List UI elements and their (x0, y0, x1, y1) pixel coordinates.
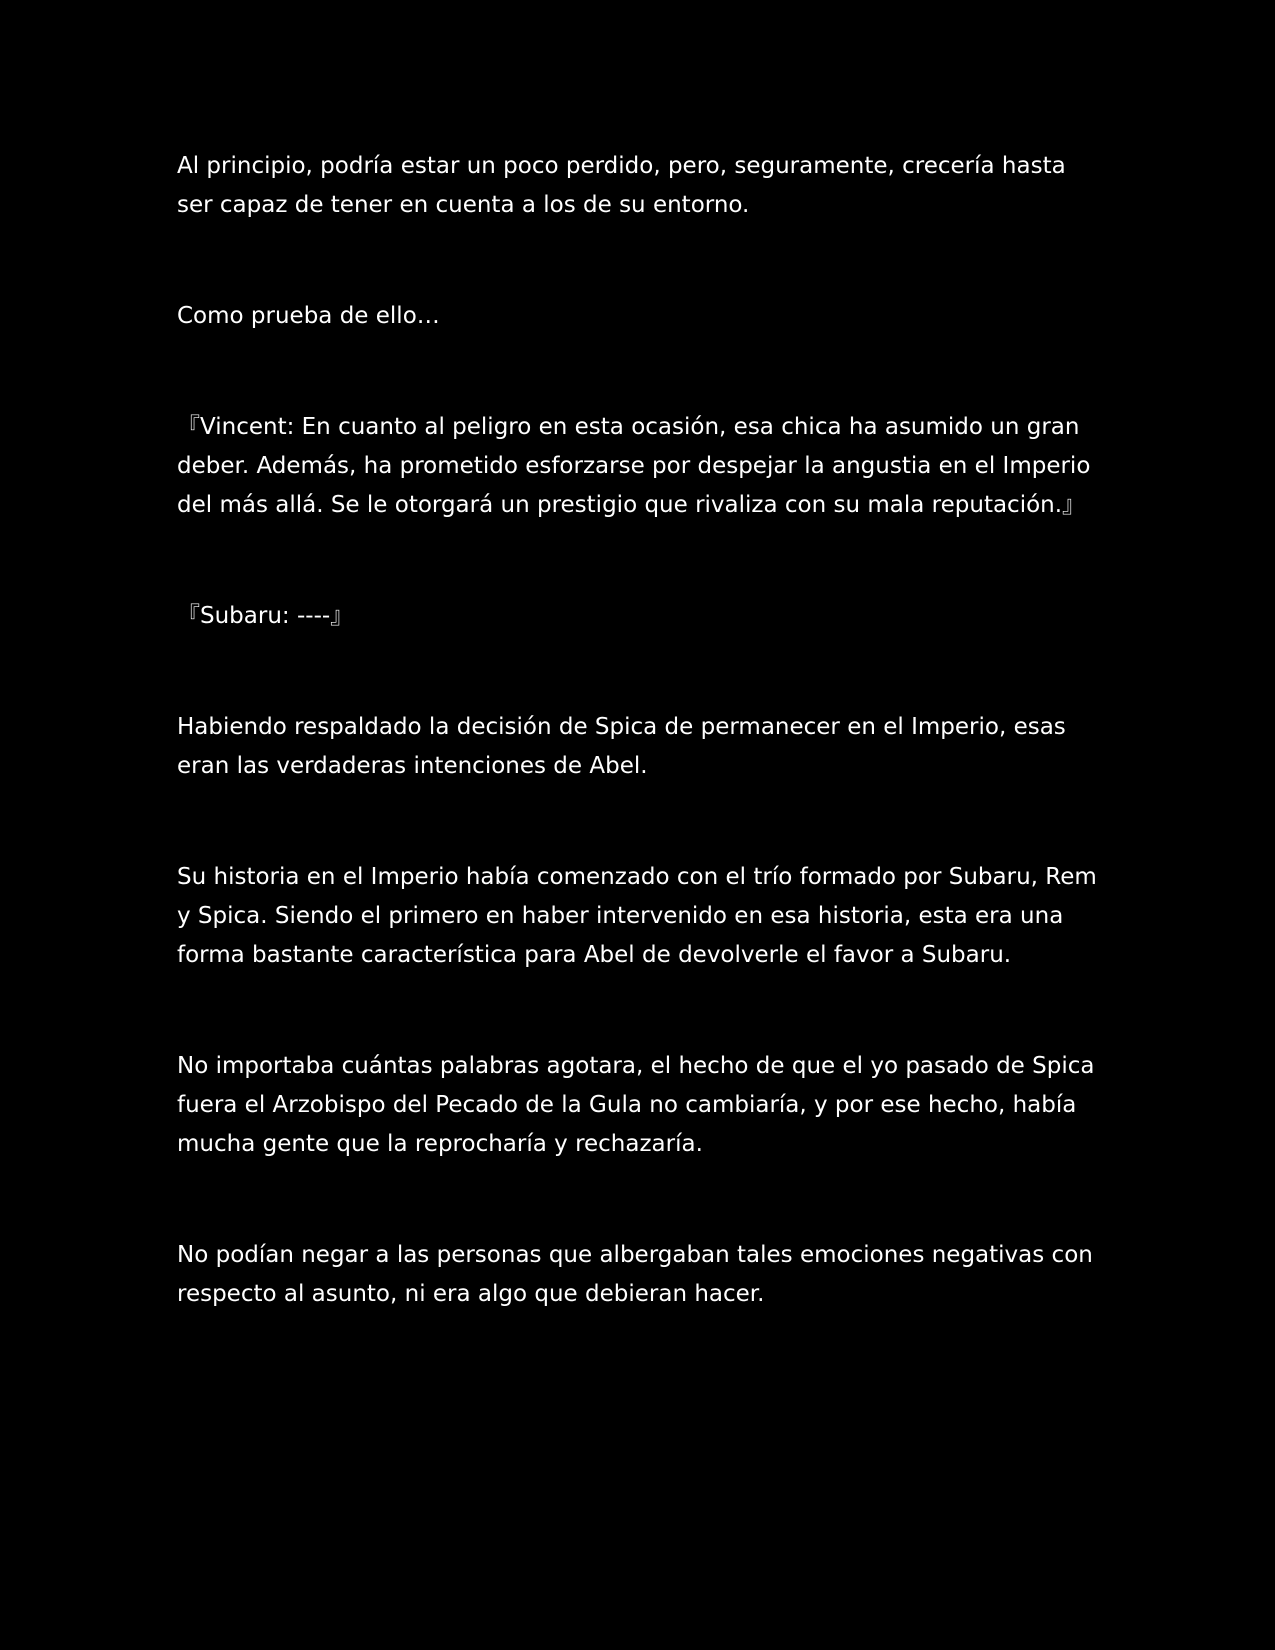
paragraph-3-dialogue-vincent: 『Vincent: En cuanto al peligro en esta ocasión, esa chica ha asumido un gran deber. Además, ha prometido esforzarse por despejar la angustia en el Imperio del más allá. Se le otorgará un prestigio que rivaliza con su mala reputación.』 (177, 414, 1098, 518)
paragraph-2: Como prueba de ello… (177, 303, 440, 329)
paragraph-6: Su historia en el Imperio había comenzado con el trío formado por Subaru, Rem y Spica. Siendo el primero en haber intervenido en esa historia, esta era una forma bastante característica para Abel de devolverle el favor a Subaru. (177, 864, 1105, 968)
paragraph-1: Al principio, podría estar un poco perdido, pero, seguramente, crecería hasta ser capaz de tener en cuenta a los de su entorno. (177, 153, 1074, 218)
paragraph-8: No podían negar a las personas que albergaban tales emociones negativas con respecto al asunto, ni era algo que debieran hacer. (177, 1242, 1101, 1307)
paragraph-4-dialogue-subaru: 『Subaru: ----』 (177, 603, 354, 629)
paragraph-5: Habiendo respaldado la decisión de Spica de permanecer en el Imperio, esas eran las verdaderas intenciones de Abel. (177, 714, 1074, 779)
document-body (177, 147, 1107, 1386)
paragraph-7: No importaba cuántas palabras agotara, el hecho de que el yo pasado de Spica fuera el Arzobispo del Pecado de la Gula no cambiaría, y por ese hecho, había mucha gente que la reprocharía y rechazaría. (177, 1053, 1102, 1157)
